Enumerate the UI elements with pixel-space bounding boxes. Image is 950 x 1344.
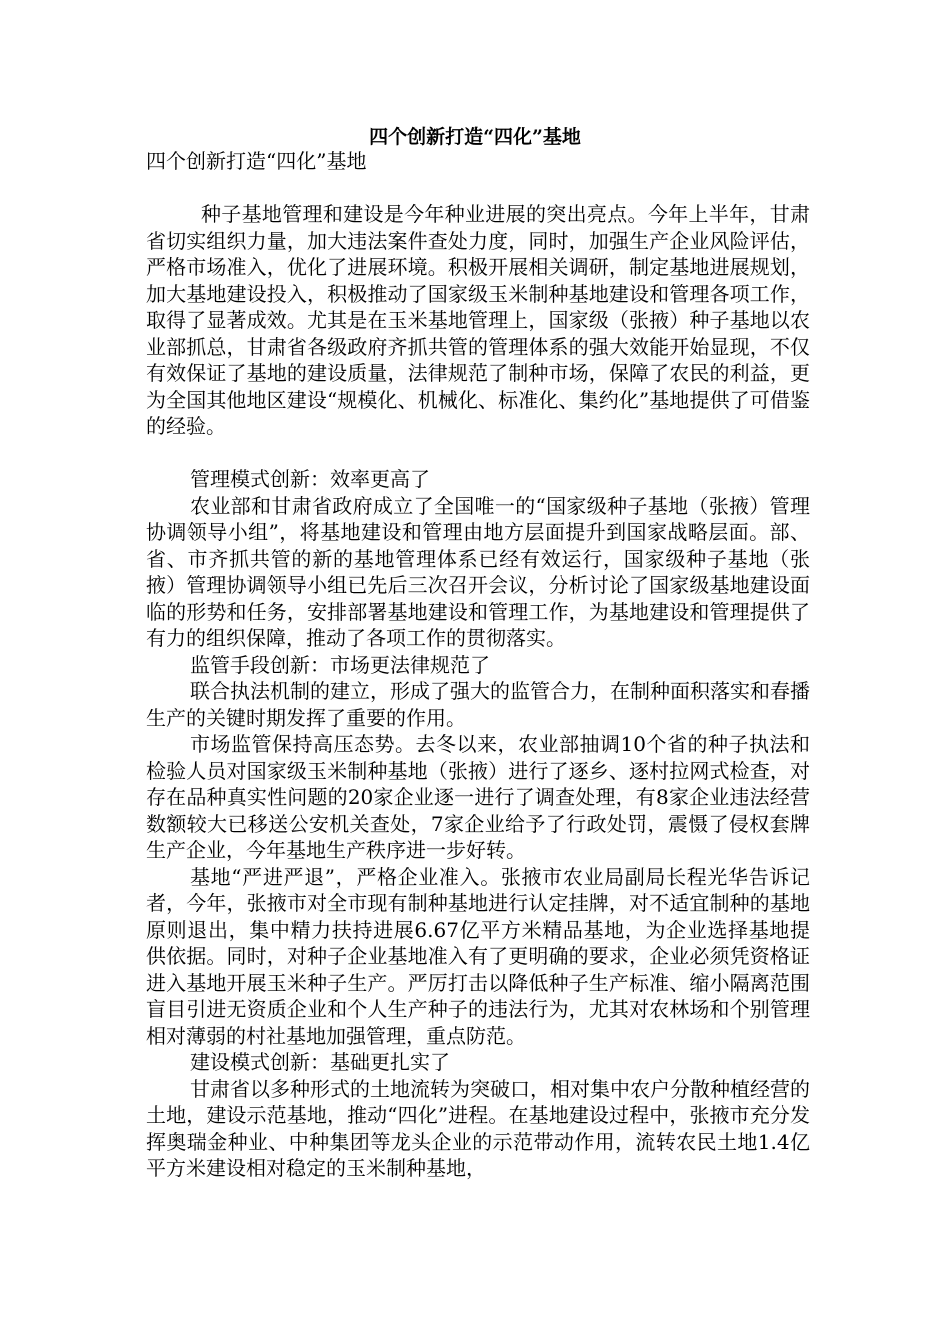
section-heading-management: 管理模式创新：效率更高了	[190, 467, 430, 491]
paragraph-intro: 种子基地管理和建设是今年种业进展的突出亮点。今年上半年，甘肃省切实组织力量，加大违法案件查处力度，同时，加强生产企业风险评估，严格市场准入，优化了进展环境。积极开展相关调研，制定基地进展规划，加大基地建设投入，积极推动了国家级玉米制种基地建设和管理各项工作，取得了显著成效。尤其是在玉米基地管理上，国家级（张掖）种子基地以农业部抓总，甘肃省各级政府齐抓共管的管理体系的强大效能开始显现，不仅有效保证了基地的建设质量，法律规范了制种市场，保障了农民的利益，更为全国其他地区建设“规模化、机械化、标准化、集约化”基地提供了可借鉴的经验。	[146, 202, 810, 438]
paragraph-base-access: 基地“严进严退”，严格企业准入。张掖市农业局副局长程光华告诉记者，今年，张掖市对全市现有制种基地进行认定挂牌，对不适宜制种的基地原则退出，集中精力扶持进展6.67亿平方米精品基地，为企业选择基地提供依据。同时，对种子企业基地准入有了更明确的要求，企业必须凭资格证进入基地开展玉米种子生产。严厉打击以降低种子生产标准、缩小隔离范围盲目引进无资质企业和个人生产种子的违法行为，尤其对农林场和个别管理相对薄弱的村社基地加强管理，重点防范。	[146, 864, 810, 1048]
section-heading-construction: 建设模式创新：基础更扎实了	[190, 1050, 450, 1074]
blank-line	[146, 440, 810, 467]
blank-line	[146, 175, 810, 202]
paragraph-management: 农业部和甘肃省政府成立了全国唯一的“国家级种子基地（张掖）管理协调领导小组”，将基地建设和管理由地方层面提升到国家战略层面。部、省、市齐抓共管的新的基地管理体系已经有效运行，国家级种子基地（张掖）管理协调领导小组已先后三次召开会议，分析讨论了国家级基地建设面临的形势和任务，安排部署基地建设和管理工作，为基地建设和管理提供了有力的组织保障，推动了各项工作的贯彻落实。	[146, 493, 810, 650]
paragraph-construction: 甘肃省以多种形式的土地流转为突破口，相对集中农户分散种植经营的土地，建设示范基地，推动“四化”进程。在基地建设过程中，张掖市充分发挥奥瑞金种业、中种集团等龙头企业的示范带动作用，流转农民土地1.4亿平方米建设相对稳定的玉米制种基地，	[146, 1076, 810, 1180]
document-subtitle: 四个创新打造“四化”基地	[146, 149, 367, 173]
paragraph-market-supervision: 市场监管保持高压态势。去冬以来，农业部抽调10个省的种子执法和检验人员对国家级玉米制种基地（张掖）进行了逐乡、逐村拉网式检查，对存在品种真实性问题的20家企业逐一进行了调查处理，有8家企业违法经营数额较大已移送公安机关查处，7家企业给予了行政处罚，震慑了侵权套牌生产企业，今年基地生产秩序进一步好转。	[146, 732, 810, 862]
document-body	[146, 148, 810, 1182]
paragraph-joint-enforcement: 联合执法机制的建立，形成了强大的监管合力，在制种面积落实和春播生产的关键时期发挥了重要的作用。	[146, 679, 810, 730]
section-heading-supervision: 监管手段创新：市场更法律规范了	[190, 652, 490, 677]
document-title: 四个创新打造“四化”基地	[369, 126, 581, 148]
